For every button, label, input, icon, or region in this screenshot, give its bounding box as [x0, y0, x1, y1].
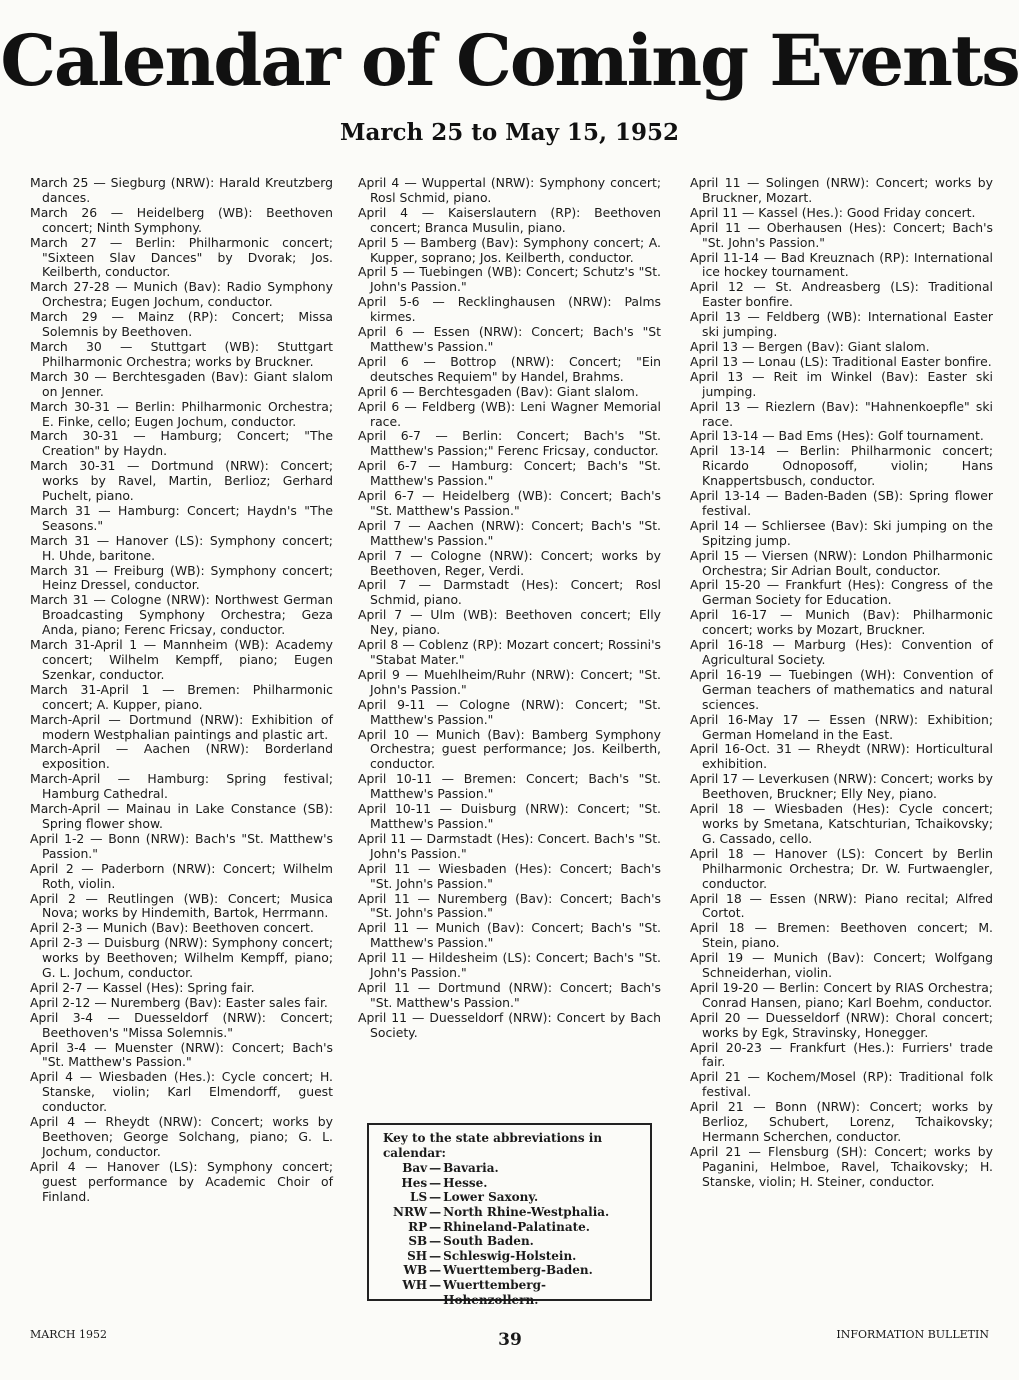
event-entry: April 21 — Bonn (NRW): Concert; works by Berlioz, Schubert, Lorenz, Tchaikovsky; Hermann Scherchen, conductor. — [690, 1099, 993, 1144]
event-entry: April 7 — Aachen (NRW): Concert; Bach's "St. Matthew's Passion." — [358, 517, 661, 548]
event-entry: April 13-14 — Bad Ems (Hes): Golf tournament. — [690, 428, 984, 444]
key-row — [393, 1249, 640, 1264]
events-column-left — [30, 176, 333, 1205]
event-entry: April 10 — Munich (Bav): Bamberg Symphony Orchestra; guest performance; Jos. Keilberth, conductor. — [358, 726, 661, 772]
page-number: 39 — [498, 1330, 522, 1350]
event-entry: April 5 — Tuebingen (WB): Concert; Schutz's "St. John's Passion." — [358, 264, 661, 295]
event-entry: April 2-12 — Nuremberg (Bav): Easter sales fair. — [30, 994, 328, 1010]
event-entry: April 15-20 — Frankfurt (Hes): Congress of the German Society for Education. — [690, 577, 993, 608]
key-dash: — — [429, 1190, 442, 1205]
event-entry: March 30 — Stuttgart (WB): Stuttgart Philharmonic Orchestra; works by Bruckner. — [30, 338, 333, 369]
event-entry: April 11 — Wiesbaden (Hes): Concert; Bach's "St. John's Passion." — [358, 860, 661, 891]
event-entry: April 18 — Wiesbaden (Hes): Cycle concert; works by Smetana, Katschturian, Tchaikovsky; G. Cassado, cello. — [690, 801, 993, 846]
event-entry: April 3-4 — Muenster (NRW): Concert; Bach's "St. Matthew's Passion." — [30, 1039, 333, 1070]
key-abbreviation: Bav — [402, 1161, 428, 1176]
page-subtitle: March 25 to May 15, 1952 — [340, 119, 679, 146]
event-entry: April 21 — Kochem/Mosel (RP): Traditional folk festival. — [690, 1069, 993, 1100]
event-entry: April 11 — Nuremberg (Bav): Concert; Bach's "St. John's Passion." — [358, 890, 661, 921]
event-entry: April 4 — Kaiserslautern (RP): Beethoven concert; Branca Musulin, piano. — [358, 204, 661, 235]
event-entry: April 4 — Rheydt (NRW): Concert; works by Beethoven; George Solchang, piano; G. L. Jochum, conductor. — [30, 1114, 333, 1159]
event-entry: April 11 — Munich (Bav): Concert; Bach's "St. Matthew's Passion." — [358, 920, 661, 951]
event-entry: March 30-31 — Berlin: Philharmonic Orchestra; E. Finke, cello; Eugen Jochum, conductor. — [30, 398, 333, 429]
event-entry: April 6 — Feldberg (WB): Leni Wagner Memorial race. — [358, 398, 661, 429]
event-entry: April 6-7 — Heidelberg (WB): Concert; Bach's "St. Matthew's Passion." — [358, 488, 661, 518]
key-abbreviation: NRW — [393, 1204, 428, 1219]
event-entry: April 19 — Munich (Bav): Concert; Wolfgang Schneiderhan, violin. — [690, 950, 993, 981]
event-entry: April 19-20 — Berlin: Concert by RIAS Orchestra; Conrad Hansen, piano; Karl Boehm, conductor. — [690, 979, 993, 1010]
event-entry: March 30-31 — Hamburg; Concert; "The Creation" by Haydn. — [30, 428, 333, 459]
event-entry: April 2-7 — Kassel (Hes): Spring fair. — [30, 979, 255, 995]
event-entry: April 7 — Ulm (WB): Beethoven concert; Elly Ney, piano. — [358, 607, 661, 638]
event-entry: April 2 — Paderborn (NRW): Concert; Wilhelm Roth, violin. — [30, 860, 333, 891]
event-entry: March 31 — Freiburg (WB): Symphony concert; Heinz Dressel, conductor. — [30, 562, 333, 593]
key-abbreviation: Hes — [401, 1175, 428, 1190]
event-entry: March 31 — Hamburg: Concert; Haydn's "The Seasons." — [30, 502, 333, 533]
key-abbreviation: WH — [402, 1277, 428, 1292]
key-dash: — — [429, 1204, 442, 1219]
key-state-name: North Rhine-Westphalia. — [443, 1204, 610, 1219]
event-entry: April 7 — Cologne (NRW): Concert; works by Beethoven, Reger, Verdi. — [358, 547, 661, 578]
key-row — [393, 1190, 640, 1205]
event-entry: March 31 — Hanover (LS): Symphony concert; H. Uhde, baritone. — [30, 532, 333, 563]
key-abbreviation: WB — [403, 1263, 428, 1278]
key-row — [393, 1176, 640, 1191]
event-entry: April 6 — Bottrop (NRW): Concert; "Ein deutsches Requiem" by Handel, Brahms. — [358, 353, 661, 384]
key-title: Key to the state abbreviations in calendar: — [383, 1131, 603, 1160]
event-entry: April 12 — St. Andreasberg (LS): Traditional Easter bonfire. — [690, 279, 993, 310]
key-state-name: South Baden. — [443, 1234, 534, 1249]
footer-date: MARCH 1952 — [30, 1328, 107, 1341]
event-entry: April 11 — Oberhausen (Hes): Concert; Bach's "St. John's Passion." — [690, 219, 993, 250]
page-title: Calendar of Coming Events — [0, 19, 1019, 102]
key-row — [393, 1161, 640, 1176]
event-entry: April 11 — Duesseldorf (NRW): Concert by Bach Society. — [358, 1009, 661, 1040]
key-state-name: Hesse. — [443, 1175, 488, 1190]
event-entry: April 18 — Bremen: Beethoven concert; M. Stein, piano. — [690, 920, 993, 951]
event-entry: April 2-3 — Munich (Bav): Beethoven concert. — [30, 920, 314, 936]
event-entry: April 16-17 — Munich (Bav): Philharmonic concert; works by Mozart, Bruckner. — [690, 607, 993, 638]
key-dash: — — [429, 1219, 442, 1234]
event-entry: April 5-6 — Recklinghausen (NRW): Palms kirmes. — [358, 294, 661, 325]
event-entry: April 14 — Schliersee (Bav): Ski jumping on the Spitzing jump. — [690, 517, 993, 548]
key-dash: — — [429, 1234, 442, 1249]
key-row — [393, 1234, 640, 1249]
event-entry: April 6-7 — Hamburg: Concert; Bach's "St. Matthew's Passion." — [358, 458, 661, 489]
event-entry: April 16-May 17 — Essen (NRW): Exhibition; German Homeland in the East. — [690, 711, 993, 742]
event-entry: April 5 — Bamberg (Bav): Symphony concert; A. Kupper, soprano; Jos. Keilberth, conductor. — [358, 234, 661, 265]
event-entry: April 2 — Reutlingen (WB): Concert; Musica Nova; works by Hindemith, Bartok, Herrmann. — [30, 890, 333, 921]
event-entry: April 13 — Bergen (Bav): Giant slalom. — [690, 338, 930, 354]
key-rows — [393, 1161, 640, 1307]
event-entry: April 11 — Dortmund (NRW): Concert; Bach's "St. Matthew's Passion." — [358, 979, 661, 1010]
event-entry: April 18 — Essen (NRW): Piano recital; Alfred Cortot. — [690, 890, 993, 921]
key-abbreviation: SB — [408, 1234, 428, 1249]
key-state-name: Bavaria. — [443, 1161, 499, 1176]
event-entry: March 27-28 — Munich (Bav): Radio Symphony Orchestra; Eugen Jochum, conductor. — [30, 279, 333, 310]
events-column-middle — [358, 176, 661, 1041]
event-entry: March-April — Hamburg: Spring festival; Hamburg Cathedral. — [30, 771, 333, 802]
event-entry: March 25 — Siegburg (NRW): Harald Kreutzberg dances. — [30, 175, 333, 205]
key-row — [393, 1263, 640, 1278]
key-state-name: Rhineland-Palatinate. — [443, 1219, 590, 1234]
event-entry: April 9 — Muehlheim/Ruhr (NRW): Concert; "St. John's Passion." — [358, 666, 661, 697]
event-entry: April 9-11 — Cologne (NRW): Concert; "St. Matthew's Passion." — [358, 696, 661, 727]
event-entry: April 3-4 — Duesseldorf (NRW): Concert; Beethoven's "Missa Solemnis." — [30, 1009, 333, 1040]
event-entry: April 18 — Hanover (LS): Concert by Berlin Philharmonic Orchestra; Dr. W. Furtwaengler, conductor. — [690, 845, 993, 891]
event-entry: April 13 — Feldberg (WB): International Easter ski jumping. — [690, 309, 993, 340]
event-entry: April 1-2 — Bonn (NRW): Bach's "St. Matthew's Passion." — [30, 830, 333, 861]
event-entry: April 11 — Darmstadt (Hes): Concert. Bach's "St. John's Passion." — [358, 830, 661, 861]
key-row — [393, 1278, 640, 1307]
event-entry: March-April — Mainau in Lake Constance (SB): Spring flower show. — [30, 801, 333, 831]
event-entry: April 16-Oct. 31 — Rheydt (NRW): Horticultural exhibition. — [690, 741, 993, 772]
event-entry: April 6 — Essen (NRW): Concert; Bach's "St Matthew's Passion." — [358, 324, 661, 354]
event-entry: March 29 — Mainz (RP): Concert; Missa Solemnis by Beethoven. — [30, 309, 333, 340]
event-entry: April 8 — Coblenz (RP): Mozart concert; Rossini's "Stabat Mater." — [358, 637, 661, 667]
key-dash: — — [429, 1263, 442, 1278]
abbreviation-key-box — [367, 1123, 652, 1307]
event-entry: April 10-11 — Duisburg (NRW): Concert; "St. Matthew's Passion." — [358, 801, 661, 831]
event-entry: April 6-7 — Berlin: Concert; Bach's "St. Matthew's Passion;" Ferenc Fricsay, conductor. — [358, 428, 661, 459]
event-entry: April 13 — Riezlern (Bav): "Hahnenkoepfle" ski race. — [690, 398, 993, 429]
event-entry: April 17 — Leverkusen (NRW): Concert; works by Beethoven, Bruckner; Elly Ney, piano. — [690, 771, 993, 802]
key-row — [393, 1205, 640, 1220]
event-entry: April 2-3 — Duisburg (NRW): Symphony concert; works by Beethoven; Wilhelm Kempff, piano; G. L. Jochum, conductor. — [30, 935, 333, 981]
event-entry: April 4 — Wiesbaden (Hes.): Cycle concert; H. Stanske, violin; Karl Elmendorff, guest conductor. — [30, 1069, 333, 1115]
key-state-name: Wuerttemberg-Hohenzollern. — [443, 1277, 546, 1307]
key-dash: — — [429, 1161, 442, 1176]
event-entry: April 13 — Reit im Winkel (Bav): Easter ski jumping. — [690, 368, 993, 399]
event-entry: March 30-31 — Dortmund (NRW): Concert; works by Ravel, Martin, Berlioz; Gerhard Puchelt, piano. — [30, 458, 333, 504]
event-entry: March 31 — Cologne (NRW): Northwest German Broadcasting Symphony Orchestra; Geza Anda, piano; Ferenc Fricsay, conductor. — [30, 592, 333, 638]
event-entry: April 10-11 — Bremen: Concert; Bach's "St. Matthew's Passion." — [358, 771, 661, 802]
event-entry: April 6 — Berchtesgaden (Bav): Giant slalom. — [358, 383, 639, 399]
event-entry: April 15 — Viersen (NRW): London Philharmonic Orchestra; Sir Adrian Boult, conductor. — [690, 547, 993, 578]
key-abbreviation: SH — [407, 1248, 428, 1263]
event-entry: April 20 — Duesseldorf (NRW): Choral concert; works by Egk, Stravinsky, Honegger. — [690, 1009, 993, 1040]
event-entry: April 11 — Solingen (NRW): Concert; works by Bruckner, Mozart. — [690, 175, 993, 205]
event-entry: March 31-April 1 — Mannheim (WB): Academy concert; Wilhelm Kempff, piano; Eugen Szenkar, conductor. — [30, 637, 333, 682]
key-row — [393, 1220, 640, 1235]
event-entry: March-April — Aachen (NRW): Borderland exposition. — [30, 741, 333, 772]
key-table — [393, 1161, 640, 1307]
key-state-name: Schleswig-Holstein. — [443, 1248, 577, 1263]
event-entry: April 4 — Wuppertal (NRW): Symphony concert; Rosl Schmid, piano. — [358, 175, 661, 205]
event-entry: April 11 — Kassel (Hes.): Good Friday concert. — [690, 204, 976, 220]
key-dash: — — [429, 1277, 442, 1292]
footer-publication: INFORMATION BULLETIN — [836, 1328, 989, 1341]
event-entry: April 20-23 — Frankfurt (Hes.): Furriers' trade fair. — [690, 1039, 993, 1070]
key-dash: — — [429, 1248, 442, 1263]
event-entry: April 21 — Flensburg (SH): Concert; works by Paganini, Helmboe, Ravel, Tchaikovsky; H. Stanske, violin; H. Steiner, conductor. — [690, 1143, 993, 1189]
event-entry: April 16-18 — Marburg (Hes): Convention of Agricultural Society. — [690, 637, 993, 667]
key-abbreviation: LS — [410, 1190, 428, 1205]
event-entry: March 27 — Berlin: Philharmonic concert; "Sixteen Slav Dances" by Dvorak; Jos. Keilberth, conductor. — [30, 234, 333, 280]
event-entry: April 11-14 — Bad Kreuznach (RP): International ice hockey tournament. — [690, 249, 993, 280]
key-abbreviation: RP — [408, 1219, 428, 1234]
event-entry: April 13-14 — Baden-Baden (SB): Spring flower festival. — [690, 488, 993, 518]
event-entry: April 7 — Darmstadt (Hes): Concert; Rosl Schmid, piano. — [358, 577, 661, 608]
event-entry: April 11 — Hildesheim (LS): Concert; Bach's "St. John's Passion." — [358, 950, 661, 981]
key-state-name: Wuerttemberg-Baden. — [443, 1263, 593, 1278]
event-entry: April 16-19 — Tuebingen (WH): Convention of German teachers of mathematics and natural sciences. — [690, 666, 993, 712]
events-column-right — [690, 176, 993, 1190]
event-entry: March 26 — Heidelberg (WB): Beethoven concert; Ninth Symphony. — [30, 204, 333, 235]
key-dash: — — [429, 1175, 442, 1190]
key-state-name: Lower Saxony. — [443, 1190, 539, 1205]
event-entry: April 13-14 — Berlin: Philharmonic concert; Ricardo Odnoposoff, violin; Hans Knappertsbusch, conductor. — [690, 443, 993, 489]
event-entry: March 30 — Berchtesgaden (Bav): Giant slalom on Jenner. — [30, 368, 333, 399]
event-entry: March 31-April 1 — Bremen: Philharmonic concert; A. Kupper, piano. — [30, 681, 333, 712]
event-entry: April 13 — Lonau (LS): Traditional Easter bonfire. — [690, 353, 992, 369]
event-entry: April 4 — Hanover (LS): Symphony concert; guest performance by Academic Choir of Finland. — [30, 1158, 333, 1204]
event-entry: March-April — Dortmund (NRW): Exhibition of modern Westphalian paintings and plastic art. — [30, 711, 333, 742]
